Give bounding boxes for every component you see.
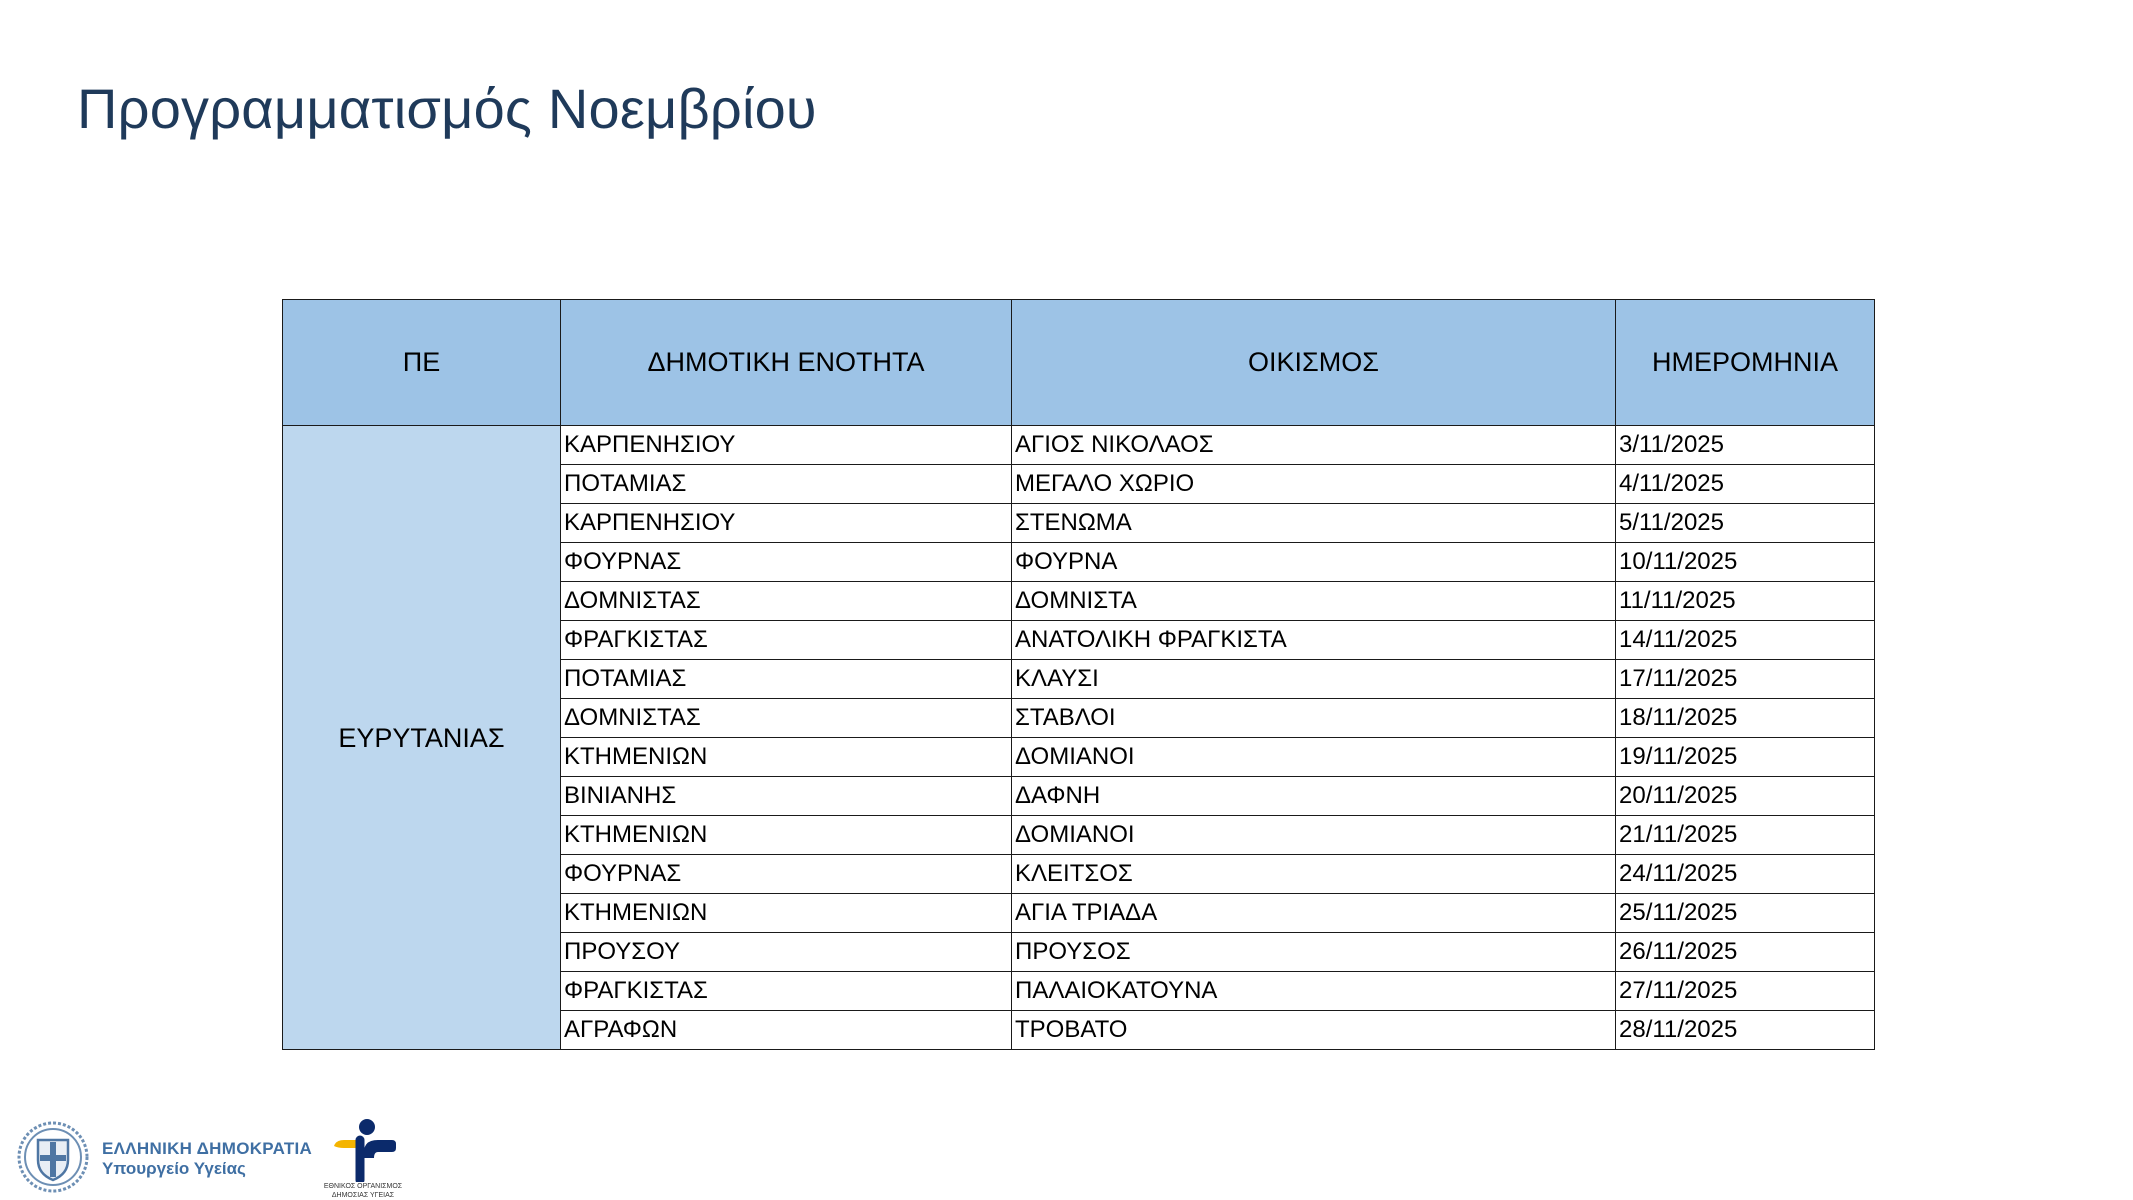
settlement-cell: ΑΓΙΟΣ ΝΙΚΟΛΑΟΣ xyxy=(1012,426,1616,465)
eody-logo-icon xyxy=(330,1118,398,1182)
municipal-unit-cell: ΑΓΡΑΦΩΝ xyxy=(561,1011,1012,1050)
municipal-unit-cell: ΚΤΗΜΕΝΙΩΝ xyxy=(561,894,1012,933)
settlement-cell: ΣΤΕΝΩΜΑ xyxy=(1012,504,1616,543)
table-body xyxy=(283,426,1875,1050)
date-cell: 20/11/2025 xyxy=(1616,777,1875,816)
municipal-unit-cell: ΔΟΜΝΙΣΤΑΣ xyxy=(561,582,1012,621)
date-cell: 10/11/2025 xyxy=(1616,543,1875,582)
municipal-unit-cell: ΠΡΟΥΣΟΥ xyxy=(561,933,1012,972)
header-pe: ΠΕ xyxy=(283,300,561,426)
date-cell: 3/11/2025 xyxy=(1616,426,1875,465)
municipal-unit-cell: ΦΟΥΡΝΑΣ xyxy=(561,543,1012,582)
ministry-name: Υπουργείο Υγείας xyxy=(102,1158,246,1178)
settlement-cell: ΔΟΜΙΑΝΟΙ xyxy=(1012,816,1616,855)
settlement-cell: ΠΑΛΑΙΟΚΑΤΟΥΝΑ xyxy=(1012,972,1616,1011)
footer-logos xyxy=(16,1118,416,1198)
settlement-cell: ΚΛΑΥΣΙ xyxy=(1012,660,1616,699)
settlement-cell: ΣΤΑΒΛΟΙ xyxy=(1012,699,1616,738)
municipal-unit-cell: ΒΙΝΙΑΝΗΣ xyxy=(561,777,1012,816)
schedule-table xyxy=(282,299,1875,1050)
municipal-unit-cell: ΚΑΡΠΕΝΗΣΙΟΥ xyxy=(561,426,1012,465)
settlement-cell: ΔΑΦΝΗ xyxy=(1012,777,1616,816)
date-cell: 21/11/2025 xyxy=(1616,816,1875,855)
settlement-cell: ΤΡΟΒΑΤΟ xyxy=(1012,1011,1616,1050)
table-row xyxy=(283,426,1875,465)
header-settlement: ΟΙΚΙΣΜΟΣ xyxy=(1012,300,1616,426)
municipal-unit-cell: ΦΟΥΡΝΑΣ xyxy=(561,855,1012,894)
settlement-cell: ΦΟΥΡΝΑ xyxy=(1012,543,1616,582)
eody-logo xyxy=(318,1118,408,1200)
municipal-unit-cell: ΔΟΜΝΙΣΤΑΣ xyxy=(561,699,1012,738)
header-date: ΗΜΕΡΟΜΗΝΙΑ xyxy=(1616,300,1875,426)
settlement-cell: ΑΓΙΑ ΤΡΙΑΔΑ xyxy=(1012,894,1616,933)
settlement-cell: ΔΟΜΝΙΣΤΑ xyxy=(1012,582,1616,621)
settlement-cell: ΠΡΟΥΣΟΣ xyxy=(1012,933,1616,972)
pe-cell: ΕΥΡΥΤΑΝΙΑΣ xyxy=(283,426,561,1050)
date-cell: 5/11/2025 xyxy=(1616,504,1875,543)
header-municipal-unit: ΔΗΜΟΤΙΚΗ ΕΝΟΤΗΤΑ xyxy=(561,300,1012,426)
date-cell: 28/11/2025 xyxy=(1616,1011,1875,1050)
municipal-unit-cell: ΚΤΗΜΕΝΙΩΝ xyxy=(561,738,1012,777)
municipal-unit-cell: ΠΟΤΑΜΙΑΣ xyxy=(561,465,1012,504)
table-header-row xyxy=(283,300,1875,426)
municipal-unit-cell: ΠΟΤΑΜΙΑΣ xyxy=(561,660,1012,699)
settlement-cell: ΜΕΓΑΛΟ ΧΩΡΙΟ xyxy=(1012,465,1616,504)
date-cell: 18/11/2025 xyxy=(1616,699,1875,738)
eody-text: ΕΘΝΙΚΟΣ ΟΡΓΑΝΙΣΜΟΣ ΔΗΜΟΣΙΑΣ ΥΓΕΙΑΣ xyxy=(323,1183,403,1199)
settlement-cell: ΔΟΜΙΑΝΟΙ xyxy=(1012,738,1616,777)
date-cell: 4/11/2025 xyxy=(1616,465,1875,504)
date-cell: 11/11/2025 xyxy=(1616,582,1875,621)
settlement-cell: ΑΝΑΤΟΛΙΚΗ ΦΡΑΓΚΙΣΤΑ xyxy=(1012,621,1616,660)
date-cell: 14/11/2025 xyxy=(1616,621,1875,660)
settlement-cell: ΚΛΕΙΤΣΟΣ xyxy=(1012,855,1616,894)
gov-name: ΕΛΛΗΝΙΚΗ ΔΗΜΟΚΡΑΤΙΑ xyxy=(102,1139,313,1158)
date-cell: 17/11/2025 xyxy=(1616,660,1875,699)
greek-coat-of-arms-icon xyxy=(16,1120,90,1194)
date-cell: 27/11/2025 xyxy=(1616,972,1875,1011)
date-cell: 25/11/2025 xyxy=(1616,894,1875,933)
date-cell: 24/11/2025 xyxy=(1616,855,1875,894)
date-cell: 19/11/2025 xyxy=(1616,738,1875,777)
date-cell: 26/11/2025 xyxy=(1616,933,1875,972)
municipal-unit-cell: ΦΡΑΓΚΙΣΤΑΣ xyxy=(561,621,1012,660)
municipal-unit-cell: ΚΤΗΜΕΝΙΩΝ xyxy=(561,816,1012,855)
municipal-unit-cell: ΚΑΡΠΕΝΗΣΙΟΥ xyxy=(561,504,1012,543)
municipal-unit-cell: ΦΡΑΓΚΙΣΤΑΣ xyxy=(561,972,1012,1011)
page-title: Προγραμματισμός Νοεμβρίου xyxy=(77,77,817,140)
